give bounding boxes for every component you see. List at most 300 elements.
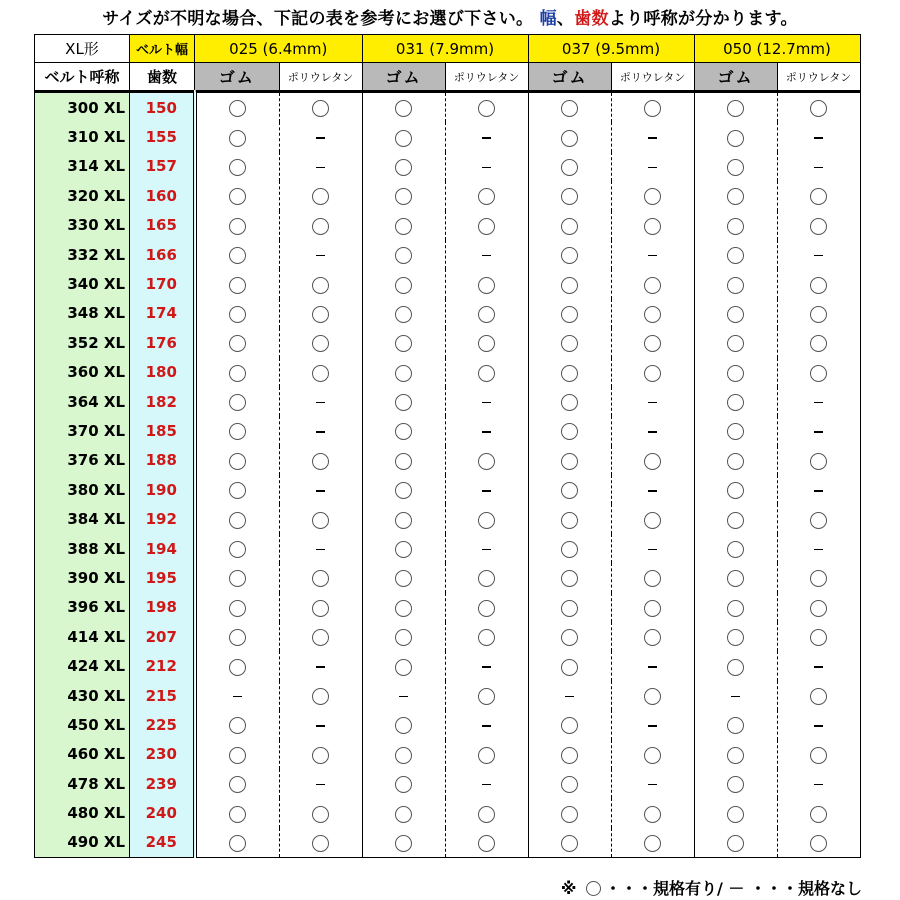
material-gum-031: ゴム (362, 63, 445, 92)
table-row (35, 181, 861, 210)
availability-cell (777, 622, 860, 651)
availability-cell (694, 563, 777, 592)
instruction-note (0, 4, 900, 29)
available-circle-icon (644, 335, 661, 352)
legend (561, 876, 862, 899)
unavailable-dash-icon (316, 402, 325, 404)
table-row (35, 769, 861, 798)
availability-cell (279, 416, 362, 445)
availability-cell (777, 798, 860, 827)
available-circle-icon (810, 218, 827, 235)
available-circle-icon (810, 747, 827, 764)
unavailable-dash-icon (316, 137, 325, 139)
availability-cell (611, 211, 694, 240)
availability-cell (528, 710, 611, 739)
availability-cell (195, 122, 280, 151)
availability-cell (362, 769, 445, 798)
available-circle-icon (395, 512, 412, 529)
availability-cell (528, 92, 611, 123)
available-circle-icon (312, 835, 329, 852)
availability-cell (528, 534, 611, 563)
availability-cell (279, 92, 362, 123)
available-circle-icon (312, 218, 329, 235)
available-circle-icon (478, 335, 495, 352)
availability-cell (362, 798, 445, 827)
unavailable-dash-icon (814, 402, 823, 404)
availability-cell (279, 798, 362, 827)
available-circle-icon (727, 835, 744, 852)
unavailable-dash-icon (814, 784, 823, 786)
teeth-count: 150 (130, 92, 195, 123)
available-circle-icon (229, 806, 246, 823)
available-circle-icon (395, 482, 412, 499)
available-circle-icon (478, 806, 495, 823)
availability-cell (445, 475, 528, 504)
available-circle-icon (727, 306, 744, 323)
available-circle-icon (561, 159, 578, 176)
available-circle-icon (395, 570, 412, 587)
availability-cell (279, 504, 362, 533)
availability-cell (611, 563, 694, 592)
availability-cell (694, 328, 777, 357)
availability-cell (528, 387, 611, 416)
availability-cell (611, 504, 694, 533)
availability-cell (362, 828, 445, 858)
teeth-count: 212 (130, 651, 195, 680)
availability-cell (777, 710, 860, 739)
unavailable-dash-icon (482, 255, 491, 257)
availability-cell (445, 181, 528, 210)
unavailable-dash-icon (814, 167, 823, 169)
teeth-count: 240 (130, 798, 195, 827)
availability-cell (362, 593, 445, 622)
available-circle-icon (229, 306, 246, 323)
availability-cell (195, 269, 280, 298)
unavailable-dash-icon (648, 255, 657, 257)
available-circle-icon (395, 747, 412, 764)
width-header-050: 050 (12.7mm) (694, 35, 860, 63)
availability-cell (694, 387, 777, 416)
availability-cell (694, 181, 777, 210)
availability-cell (445, 769, 528, 798)
available-circle-icon (478, 277, 495, 294)
unavailable-dash-icon (565, 696, 574, 698)
available-circle-icon (727, 100, 744, 117)
availability-cell (279, 710, 362, 739)
availability-cell (195, 651, 280, 680)
availability-cell (445, 563, 528, 592)
available-circle-icon (727, 277, 744, 294)
available-circle-icon (561, 306, 578, 323)
available-circle-icon (395, 659, 412, 676)
availability-cell (279, 240, 362, 269)
type-label: XL形 (35, 35, 130, 63)
availability-cell (362, 710, 445, 739)
available-circle-icon (644, 218, 661, 235)
availability-cell (777, 593, 860, 622)
available-circle-icon (727, 747, 744, 764)
belt-name: 320 XL (35, 181, 130, 210)
available-circle-icon (561, 482, 578, 499)
availability-cell (694, 92, 777, 123)
availability-cell (362, 504, 445, 533)
unavailable-dash-icon (814, 666, 823, 668)
available-circle-icon (229, 482, 246, 499)
availability-cell (195, 798, 280, 827)
table-row (35, 651, 861, 680)
available-circle-icon (312, 100, 329, 117)
table-row (35, 328, 861, 357)
belt-name: 360 XL (35, 358, 130, 387)
table-row (35, 152, 861, 181)
table-row (35, 828, 861, 858)
availability-cell (279, 211, 362, 240)
teeth-label: 歯数 (130, 63, 195, 92)
available-circle-icon (561, 394, 578, 411)
availability-cell (362, 92, 445, 123)
belt-name: 348 XL (35, 299, 130, 328)
available-circle-icon (395, 806, 412, 823)
availability-cell (777, 152, 860, 181)
available-circle-icon (810, 306, 827, 323)
available-circle-icon (478, 688, 495, 705)
available-circle-icon (395, 335, 412, 352)
belt-name: 490 XL (35, 828, 130, 858)
availability-cell (279, 534, 362, 563)
available-circle-icon (810, 188, 827, 205)
availability-cell (611, 240, 694, 269)
note-suffix: より呼称が分かります。 (608, 9, 798, 29)
availability-cell (195, 622, 280, 651)
available-circle-icon (727, 423, 744, 440)
availability-cell (694, 299, 777, 328)
availability-cell (445, 92, 528, 123)
availability-cell (777, 534, 860, 563)
belt-name-label: ベルト呼称 (35, 63, 130, 92)
availability-cell (694, 798, 777, 827)
availability-cell (528, 240, 611, 269)
available-circle-icon (229, 218, 246, 235)
available-circle-icon (229, 453, 246, 470)
available-circle-icon (312, 512, 329, 529)
available-circle-icon (229, 394, 246, 411)
availability-cell (528, 828, 611, 858)
available-circle-icon (727, 453, 744, 470)
table-row (35, 299, 861, 328)
availability-cell (694, 122, 777, 151)
availability-cell (694, 475, 777, 504)
available-circle-icon (229, 512, 246, 529)
table-row (35, 269, 861, 298)
availability-cell (279, 622, 362, 651)
header-row-materials (35, 63, 861, 92)
available-circle-icon (312, 306, 329, 323)
availability-cell (611, 299, 694, 328)
availability-cell (195, 769, 280, 798)
teeth-count: 190 (130, 475, 195, 504)
available-circle-icon (644, 365, 661, 382)
availability-cell (777, 563, 860, 592)
unavailable-dash-icon (482, 725, 491, 727)
belt-name: 390 XL (35, 563, 130, 592)
availability-cell (279, 769, 362, 798)
available-circle-icon (644, 835, 661, 852)
available-circle-icon (810, 806, 827, 823)
availability-cell (528, 328, 611, 357)
available-circle-icon (478, 600, 495, 617)
available-circle-icon (810, 512, 827, 529)
availability-cell (694, 152, 777, 181)
availability-cell (611, 828, 694, 858)
availability-cell (777, 740, 860, 769)
unavailable-dash-icon (814, 490, 823, 492)
availability-cell (362, 152, 445, 181)
availability-cell (362, 622, 445, 651)
available-circle-icon (312, 570, 329, 587)
belt-name: 380 XL (35, 475, 130, 504)
availability-cell (694, 416, 777, 445)
availability-cell (195, 534, 280, 563)
availability-cell (611, 387, 694, 416)
available-circle-icon (395, 629, 412, 646)
available-circle-icon (229, 776, 246, 793)
availability-cell (362, 387, 445, 416)
availability-cell (362, 328, 445, 357)
width-header-037: 037 (9.5mm) (528, 35, 694, 63)
availability-cell (362, 122, 445, 151)
availability-cell (694, 740, 777, 769)
available-circle-icon (395, 277, 412, 294)
available-circle-icon (644, 629, 661, 646)
available-circle-icon (229, 159, 246, 176)
teeth-count: 157 (130, 152, 195, 181)
availability-cell (611, 475, 694, 504)
available-circle-icon (561, 541, 578, 558)
unavailable-dash-icon (648, 490, 657, 492)
unavailable-dash-icon (482, 666, 491, 668)
availability-cell (195, 181, 280, 210)
note-teeth-word: 歯数 (574, 9, 609, 29)
availability-cell (362, 651, 445, 680)
availability-cell (694, 593, 777, 622)
availability-cell (445, 651, 528, 680)
available-circle-icon (395, 218, 412, 235)
unavailable-dash-icon (316, 725, 325, 727)
availability-cell (195, 504, 280, 533)
available-circle-icon (727, 570, 744, 587)
available-circle-icon (561, 512, 578, 529)
circle-icon (586, 881, 601, 896)
unavailable-dash-icon (399, 696, 408, 698)
teeth-count: 198 (130, 593, 195, 622)
availability-cell (445, 446, 528, 475)
availability-cell (195, 299, 280, 328)
availability-cell (611, 681, 694, 710)
available-circle-icon (727, 365, 744, 382)
legend-unavailable: ・・・規格なし (749, 879, 862, 898)
table-row (35, 593, 861, 622)
available-circle-icon (229, 247, 246, 264)
availability-cell (611, 798, 694, 827)
availability-cell (195, 416, 280, 445)
availability-cell (777, 681, 860, 710)
belt-name: 364 XL (35, 387, 130, 416)
available-circle-icon (727, 335, 744, 352)
available-circle-icon (229, 629, 246, 646)
teeth-count: 166 (130, 240, 195, 269)
availability-cell (279, 269, 362, 298)
unavailable-dash-icon (731, 696, 740, 698)
available-circle-icon (561, 570, 578, 587)
availability-cell (611, 328, 694, 357)
availability-cell (777, 211, 860, 240)
unavailable-dash-icon (648, 137, 657, 139)
available-circle-icon (810, 835, 827, 852)
available-circle-icon (561, 247, 578, 264)
material-poly-037: ポリウレタン (611, 63, 694, 92)
availability-cell (362, 475, 445, 504)
table-row (35, 798, 861, 827)
available-circle-icon (644, 453, 661, 470)
availability-cell (279, 181, 362, 210)
belt-name: 414 XL (35, 622, 130, 651)
availability-cell (611, 651, 694, 680)
availability-cell (279, 328, 362, 357)
available-circle-icon (561, 100, 578, 117)
available-circle-icon (478, 100, 495, 117)
unavailable-dash-icon (316, 431, 325, 433)
availability-cell (279, 387, 362, 416)
availability-cell (362, 269, 445, 298)
available-circle-icon (395, 394, 412, 411)
availability-cell (195, 446, 280, 475)
unavailable-dash-icon (814, 549, 823, 551)
available-circle-icon (561, 188, 578, 205)
available-circle-icon (810, 100, 827, 117)
available-circle-icon (810, 453, 827, 470)
availability-cell (777, 769, 860, 798)
availability-cell (528, 152, 611, 181)
availability-cell (445, 681, 528, 710)
available-circle-icon (229, 423, 246, 440)
unavailable-dash-icon (648, 549, 657, 551)
availability-cell (195, 240, 280, 269)
teeth-count: 225 (130, 710, 195, 739)
unavailable-dash-icon (316, 255, 325, 257)
teeth-count: 174 (130, 299, 195, 328)
availability-cell (279, 358, 362, 387)
availability-cell (362, 681, 445, 710)
available-circle-icon (644, 806, 661, 823)
width-header-025: 025 (6.4mm) (195, 35, 363, 63)
availability-cell (445, 240, 528, 269)
belt-name: 424 XL (35, 651, 130, 680)
belt-name: 314 XL (35, 152, 130, 181)
availability-cell (362, 358, 445, 387)
available-circle-icon (810, 365, 827, 382)
availability-cell (445, 416, 528, 445)
availability-cell (611, 269, 694, 298)
availability-cell (195, 828, 280, 858)
belt-name: 370 XL (35, 416, 130, 445)
available-circle-icon (395, 365, 412, 382)
availability-cell (611, 769, 694, 798)
teeth-count: 160 (130, 181, 195, 210)
availability-cell (195, 152, 280, 181)
availability-cell (445, 269, 528, 298)
available-circle-icon (312, 188, 329, 205)
availability-cell (777, 475, 860, 504)
unavailable-dash-icon (316, 666, 325, 668)
table-row (35, 710, 861, 739)
available-circle-icon (644, 688, 661, 705)
availability-cell (611, 534, 694, 563)
table-row (35, 416, 861, 445)
availability-cell (528, 269, 611, 298)
available-circle-icon (561, 629, 578, 646)
availability-cell (528, 681, 611, 710)
available-circle-icon (312, 365, 329, 382)
available-circle-icon (312, 629, 329, 646)
available-circle-icon (478, 570, 495, 587)
availability-cell (195, 593, 280, 622)
availability-cell (528, 416, 611, 445)
available-circle-icon (229, 600, 246, 617)
availability-cell (445, 710, 528, 739)
availability-cell (611, 593, 694, 622)
availability-cell (528, 211, 611, 240)
available-circle-icon (561, 835, 578, 852)
belt-name: 376 XL (35, 446, 130, 475)
belt-name: 396 XL (35, 593, 130, 622)
teeth-count: 155 (130, 122, 195, 151)
availability-cell (528, 181, 611, 210)
availability-cell (611, 622, 694, 651)
teeth-count: 245 (130, 828, 195, 858)
availability-cell (694, 651, 777, 680)
availability-cell (777, 240, 860, 269)
available-circle-icon (727, 629, 744, 646)
available-circle-icon (312, 453, 329, 470)
available-circle-icon (229, 130, 246, 147)
availability-cell (279, 681, 362, 710)
belt-name: 388 XL (35, 534, 130, 563)
teeth-count: 192 (130, 504, 195, 533)
availability-cell (528, 798, 611, 827)
availability-cell (528, 446, 611, 475)
table-row (35, 387, 861, 416)
availability-cell (279, 446, 362, 475)
availability-cell (445, 387, 528, 416)
available-circle-icon (561, 776, 578, 793)
table-row (35, 358, 861, 387)
table-row (35, 475, 861, 504)
teeth-count: 188 (130, 446, 195, 475)
available-circle-icon (395, 130, 412, 147)
available-circle-icon (727, 541, 744, 558)
table-row (35, 122, 861, 151)
table-row (35, 534, 861, 563)
availability-cell (611, 358, 694, 387)
availability-cell (528, 504, 611, 533)
availability-cell (611, 181, 694, 210)
available-circle-icon (478, 512, 495, 529)
availability-cell (777, 269, 860, 298)
teeth-count: 180 (130, 358, 195, 387)
available-circle-icon (312, 277, 329, 294)
availability-cell (445, 211, 528, 240)
availability-cell (362, 740, 445, 769)
